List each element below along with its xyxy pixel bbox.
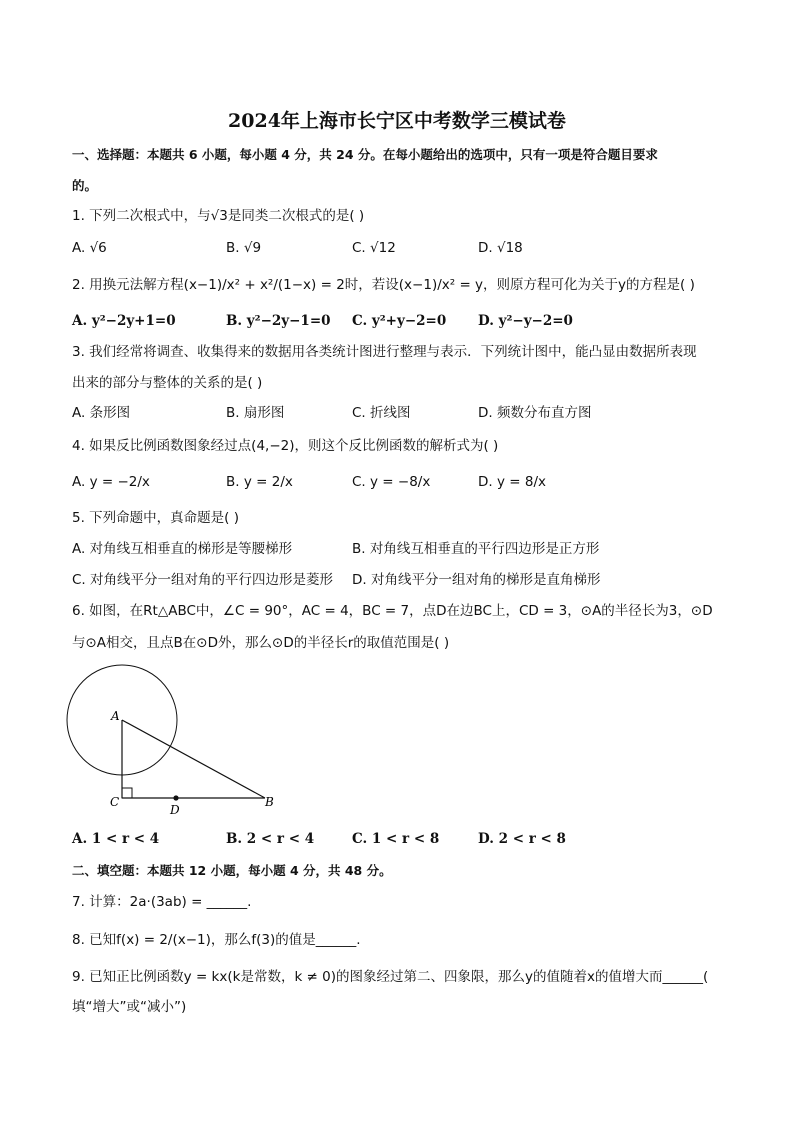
q1-stem: 1. 下列二次根式中，与√3是同类二次根式的是( )	[72, 208, 365, 224]
q2-option-c: C. y²+y−2=0	[352, 313, 447, 329]
label-c: C	[110, 795, 120, 809]
q6-option-d: D. 2 < r < 8	[478, 831, 566, 847]
section2-header: 二、填空题：本题共 12 小题，每小题 4 分，共 48 分。	[72, 863, 392, 878]
q5-stem: 5. 下列命题中，真命题是( )	[72, 510, 239, 526]
q4-option-a: A. y = −2/x	[72, 474, 150, 490]
section1-header-line2: 的。	[72, 178, 98, 193]
point-d	[173, 795, 178, 800]
q2-option-a: A. y²−2y+1=0	[72, 313, 176, 329]
q6-option-c: C. 1 < r < 8	[352, 831, 440, 847]
section1-header-line1: 一、选择题：本题共 6 小题，每小题 4 分，共 24 分。在每小题给出的选项中，只有一项是符合题目要求	[72, 147, 658, 162]
q9-stem-line2: 填“增大”或“减小”)	[72, 999, 187, 1015]
label-b: B	[265, 795, 274, 809]
q3-stem-line1: 3. 我们经常将调查、收集得来的数据用各类统计图进行整理与表示．下列统计图中，能凸显由数据所表现	[72, 344, 697, 360]
q8-stem: 8. 已知f(x) = 2/(x−1)，那么f(3)的值是______.	[72, 932, 361, 948]
q4-option-d: D. y = 8/x	[478, 474, 546, 490]
q4-option-b: B. y = 2/x	[226, 474, 293, 490]
q6-stem-line2: 与⊙A相交，且点B在⊙D外，那么⊙D的半径长r的取值范围是( )	[72, 635, 450, 651]
q5-option-d: D. 对角线平分一组对角的梯形是直角梯形	[352, 572, 601, 588]
right-angle-mark	[122, 788, 132, 798]
q6-stem-line1: 6. 如图，在Rt△ABC中，∠C = 90°，AC = 4，BC = 7，点D在边BC上，CD = 3，⊙A的半径长为3，⊙D	[72, 603, 713, 619]
q2-stem: 2. 用换元法解方程(x−1)/x² + x²/(1−x) = 2时，若设(x−1)/x² = y，则原方程可化为关于y的方程是( )	[72, 277, 695, 293]
q9-stem-line1: 9. 已知正比例函数y = kx(k是常数，k ≠ 0)的图象经过第二、四象限，那么y的值随着x的值增大而______(	[72, 969, 709, 985]
q2-option-d: D. y²−y−2=0	[478, 313, 573, 329]
q3-option-b: B. 扇形图	[226, 405, 285, 421]
label-a: A	[111, 709, 120, 723]
triangle-figure	[60, 660, 300, 820]
q1-option-c: C. √12	[352, 240, 396, 256]
q4-stem: 4. 如果反比例函数图象经过点(4,−2)，则这个反比例函数的解析式为( )	[72, 438, 499, 454]
q3-option-a: A. 条形图	[72, 405, 131, 421]
q5-option-b: B. 对角线互相垂直的平行四边形是正方形	[352, 541, 600, 557]
q5-option-a: A. 对角线互相垂直的梯形是等腰梯形	[72, 541, 293, 557]
q4-option-c: C. y = −8/x	[352, 474, 431, 490]
q7-stem: 7. 计算：2a·(3ab) = ______.	[72, 894, 252, 910]
q3-stem-line2: 出来的部分与整体的关系的是( )	[72, 375, 263, 391]
label-d: D	[170, 803, 180, 817]
q2-option-b: B. y²−2y−1=0	[226, 313, 331, 329]
side-ab	[122, 720, 265, 798]
q1-option-d: D. √18	[478, 240, 523, 256]
q1-option-a: A. √6	[72, 240, 107, 256]
q5-option-c: C. 对角线平分一组对角的平行四边形是菱形	[72, 572, 334, 588]
q1-option-b: B. √9	[226, 240, 262, 256]
q6-option-a: A. 1 < r < 4	[72, 831, 160, 847]
q6-option-b: B. 2 < r < 4	[226, 831, 315, 847]
q3-option-c: C. 折线图	[352, 405, 411, 421]
page-title: 2024年上海市长宁区中考数学三模试卷	[228, 110, 566, 132]
q3-option-d: D. 频数分布直方图	[478, 405, 592, 421]
